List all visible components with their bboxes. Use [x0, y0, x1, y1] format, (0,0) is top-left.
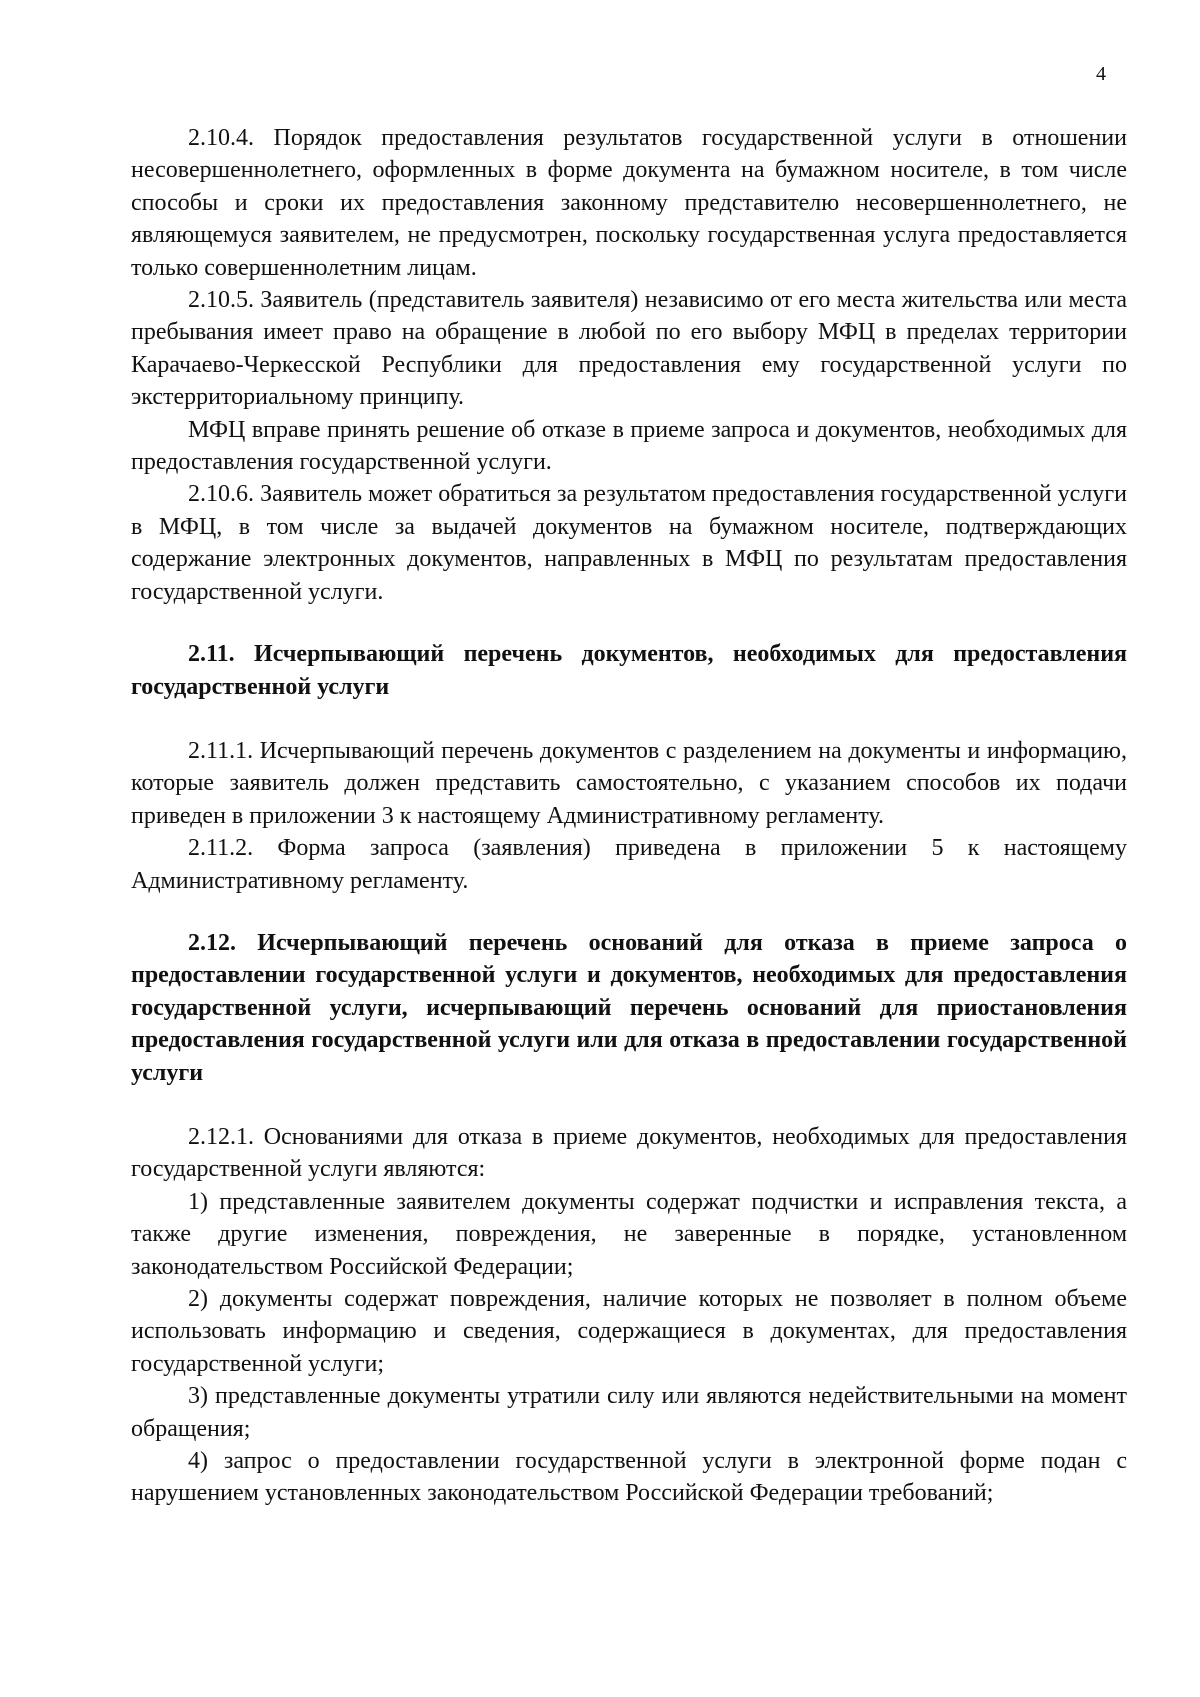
paragraph-2-11-2: 2.11.2. Форма запроса (заявления) приведена в приложении 5 к настоящему Административному регламенту.: [131, 835, 1127, 894]
spacer: [131, 703, 1127, 735]
paragraph-2-10-4: 2.10.4. Порядок предоставления результатов государственной услуги в отношении несовершеннолетнего, оформленных в форме документа на бумажном носителе, в том числе способы и сроки их предоставления законному представителю несовершеннолетнего, не являющемуся заявителем, не предусмотрен, поскольку государственная услуга предоставляется только совершеннолетним лицам.: [131, 125, 1127, 281]
paragraph-2-10-5: 2.10.5. Заявитель (представитель заявителя) независимо от его места жительства или места пребывания имеет право на обращение в любой по его выбору МФЦ в пределах территории Карачаево-Черкесской Республики для предоставления ему государственной услуги по экстерриториальному принципу.: [131, 287, 1127, 411]
page-number: 4: [1096, 63, 1106, 85]
list-item-3: 3) представленные документы утратили силу или являются недействительными на момент обращения;: [131, 1383, 1127, 1442]
paragraph-mfc-refusal: МФЦ вправе принять решение об отказе в приеме запроса и документов, необходимых для предоставления государственной услуги.: [131, 416, 1127, 476]
paragraph-2-12-1: 2.12.1. Основаниями для отказа в приеме документов, необходимых для предоставления государственной услуги являются:: [131, 1123, 1127, 1183]
document-body: [131, 122, 1127, 1510]
section-heading-2-12: 2.12. Исчерпывающий перечень оснований для отказа в приеме запроса о предоставлении государственной услуги и документов, необходимых для предоставления государственной услуги, исчерпывающий перечень оснований для приостановления предоставления государственной услуги или для отказа в предоставлении государственной услуги: [131, 929, 1127, 1086]
list-item-2: 2) документы содержат повреждения, наличие которых не позволяет в полном объеме использовать информацию и сведения, содержащиеся в документах, для предоставления государственной услуги;: [131, 1286, 1127, 1377]
spacer: [131, 897, 1127, 927]
list-item-4: 4) запрос о предоставлении государственной услуги в электронной форме подан с нарушением установленных законодательством Российской Федерации требований;: [131, 1448, 1127, 1507]
spacer: [131, 1089, 1127, 1121]
spacer: [131, 608, 1127, 638]
paragraph-2-11-1: 2.11.1. Исчерпывающий перечень документов с разделением на документы и информацию, которые заявитель должен представить самостоятельно, с указанием способов их подачи приведен в приложении 3 к настоящему Административному регламенту.: [131, 737, 1127, 829]
section-heading-2-11: 2.11. Исчерпывающий перечень документов, необходимых для предоставления государственной услуги: [131, 641, 1127, 700]
paragraph-2-10-6: 2.10.6. Заявитель может обратиться за результатом предоставления государственной услуги в МФЦ, в том числе за выдачей документов на бумажном носителе, подтверждающих содержание электронных документов, направленных в МФЦ по результатам предоставления государственной услуги.: [131, 481, 1127, 605]
list-item-1: 1) представленные заявителем документы содержат подчистки и исправления текста, а также другие изменения, повреждения, не заверенные в порядке, установленном законодательством Российской Федерации;: [131, 1188, 1127, 1280]
